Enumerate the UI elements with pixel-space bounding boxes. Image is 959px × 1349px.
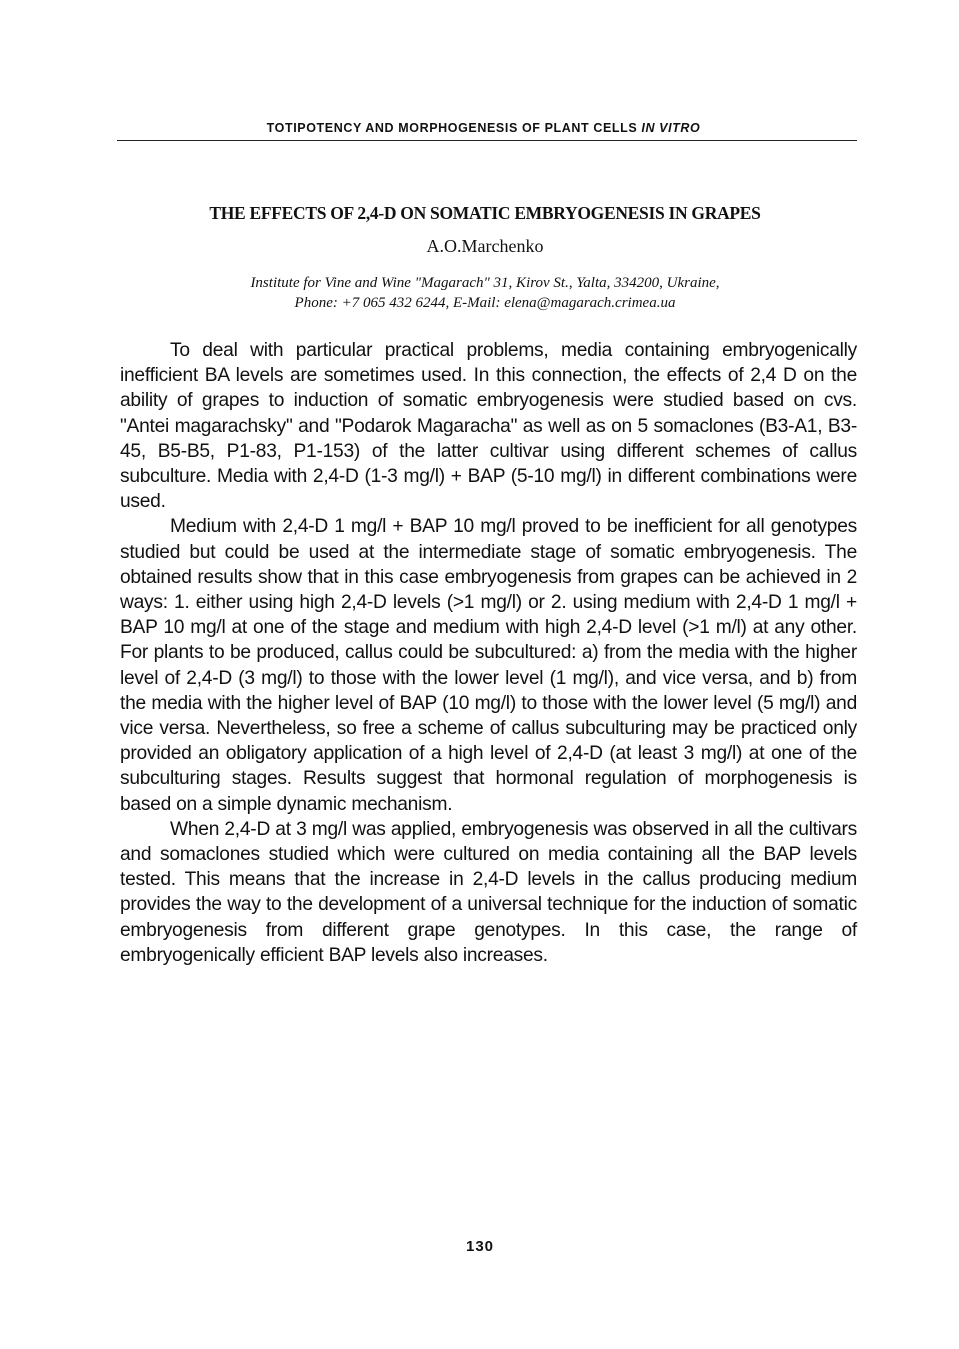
article-author: A.O.Marchenko <box>426 236 544 256</box>
affiliation-address: Institute for Vine and Wine "Magarach" 31, Kirov St., Yalta, 334200, Ukraine, <box>250 275 720 291</box>
body-paragraph: To deal with particular practical problems, media containing embryogenically inefficient BA levels are sometimes used. In this connection, the effects of 2,4 D on the ability of grapes to induction of somatic embryogenesis were studied based on cvs. "Antei magarachsky" and "Podarok Magaracha" as well as on 5 somaclones (B3-A1, B3-45, B5-B5, P1-83, P1-153) of the latter cultivar using different schemes of callus subculture. Media with 2,4-D (1-3 mg/l) + BAP (5-10 mg/l) in different combinations were used. <box>120 340 857 513</box>
affiliation-contact: Phone: +7 065 432 6244, E-Mail: elena@magarach.crimea.ua <box>294 295 676 311</box>
running-head-italic: IN VITRO <box>641 121 701 135</box>
article-body <box>120 338 857 968</box>
author-affiliation <box>110 273 860 313</box>
article-title: THE EFFECTS OF 2,4-D ON SOMATIC EMBRYOGENESIS IN GRAPES <box>209 203 761 223</box>
running-head <box>120 121 847 135</box>
page-number: 130 <box>465 1238 495 1255</box>
body-paragraph: When 2,4-D at 3 mg/l was applied, embryogenesis was observed in all the cultivars and somaclones studied which were cultured on media containing all the BAP levels tested. This means that the increase in 2,4-D levels in the callus producing medium provides the way to the development of a universal technique for the induction of somatic embryogenesis from different grape genotypes. In this case, the range of embryogenically efficient BAP levels also increases. <box>120 818 857 966</box>
body-paragraph: Medium with 2,4-D 1 mg/l + BAP 10 mg/l proved to be inefficient for all genotypes studied but could be used at the intermediate stage of somatic embryogenesis. The obtained results show that in this case embryogenesis from grapes can be achieved in 2 ways: 1. either using high 2,4-D levels (>1 mg/l) or 2. using medium with 2,4-D 1 mg/l + BAP 10 mg/l at one of the stage and medium with high 2,4-D level (>1 m/l) at any other. For plants to be produced, callus could be subcultured: a) from the media with the higher level of 2,4-D (3 mg/l) to those with the lower level (1 mg/l), and vice versa, and b) from the media with the higher level of BAP (10 mg/l) to those with the lower level (5 mg/l) and vice versa. Nevertheless, so free a scheme of callus subculturing may be practiced only provided an obligatory application of a high level of 2,4-D (at least 3 mg/l) at one of the subculturing stages. Results suggest that hormonal regulation of morphogenesis is based on a simple dynamic mechanism. <box>120 516 857 815</box>
running-head-text: TOTIPOTENCY AND MORPHOGENESIS OF PLANT CELLS <box>266 121 638 135</box>
header-rule <box>117 140 857 141</box>
